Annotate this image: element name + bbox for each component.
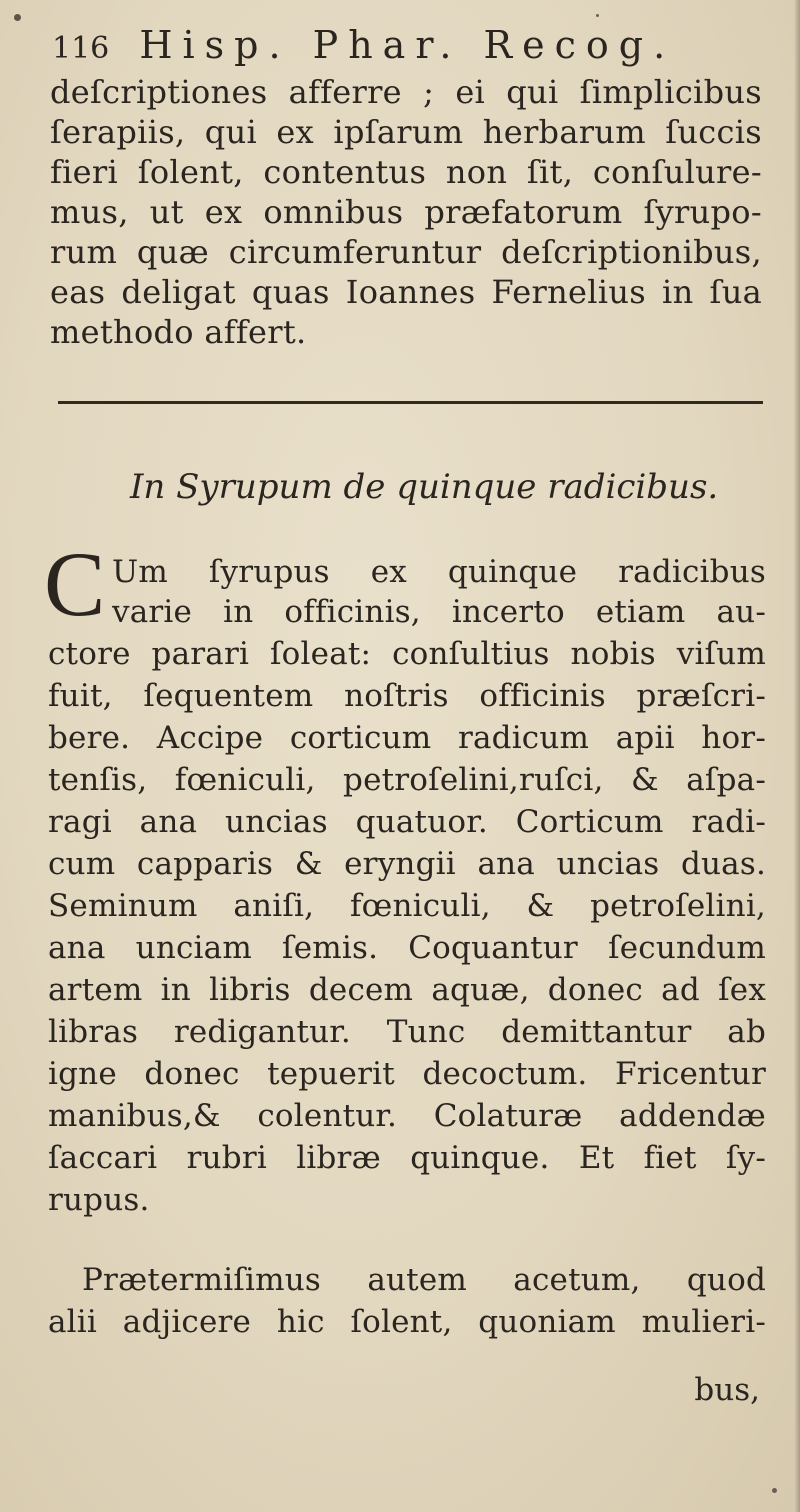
body-line: varie in officinis, incerto etiam au- <box>112 594 766 630</box>
section-rule <box>58 401 763 404</box>
body-line: ragi ana uncias quatuor. Corticum radi- <box>48 804 766 840</box>
body-line: Um ſyrupus ex quinque radicibus <box>112 554 766 590</box>
text-line: deſcriptiones afferre ; ei qui ſimplicibus <box>50 73 762 111</box>
body-line: tenſis, fœniculi, petroſelini,ruſci, & aſpa- <box>48 762 766 798</box>
ink-dot <box>14 14 21 21</box>
text-line: rum quæ circumferuntur deſcriptionibus, <box>50 233 762 271</box>
running-title: Hisp. Phar. Recog. <box>139 23 676 67</box>
ink-speck <box>772 1488 777 1493</box>
text-line: mus, ut ex omnibus præfatorum ſyrupo- <box>50 193 762 231</box>
body-line: igne donec tepuerit decoctum. Fricentur <box>48 1056 766 1092</box>
body-line: libras redigantur. Tunc demittantur ab <box>48 1014 766 1050</box>
text-line: ſerapiis, qui ex ipſarum herbarum ſuccis <box>50 113 762 151</box>
body-line: alii adjicere hic ſolent, quoniam mulieri- <box>48 1304 766 1340</box>
text-line: methodo affert. <box>50 313 307 351</box>
body-line: rupus. <box>48 1182 150 1218</box>
body-line: cum capparis & eryngii ana uncias duas. <box>48 846 766 882</box>
ink-speck <box>596 14 599 17</box>
text-line: fieri ſolent, contentus non ſit, conſulure- <box>50 153 762 191</box>
drop-cap: C <box>44 533 106 635</box>
page-number: 116 <box>52 31 110 66</box>
body-line: bere. Accipe corticum radicum apii hor- <box>48 720 766 756</box>
body-line: artem in libris decem aquæ, donec ad ſex <box>48 972 766 1008</box>
body-line: Seminum aniſi, fœniculi, & petroſelini, <box>48 888 766 924</box>
body-line: manibus,& colentur. Colaturæ addendæ <box>48 1098 766 1134</box>
body-line: ana unciam ſemis. Coquantur ſecundum <box>48 930 766 966</box>
section-heading: In Syrupum de quinque radicibus. <box>130 467 719 507</box>
body-line: Prætermiſimus autem acetum, quod <box>82 1262 766 1298</box>
body-line: fuit, ſequentem noſtris officinis præſcri- <box>48 678 766 714</box>
page-header <box>52 20 752 70</box>
page-edge-shadow <box>794 0 800 1512</box>
text-line: eas deligat quas Ioannes Fernelius in ſua <box>50 273 762 311</box>
body-line: ctore parari ſoleat: conſultius nobis viſum <box>48 636 766 672</box>
body-line: ſaccari rubri libræ quinque. Et fiet ſy- <box>48 1140 766 1176</box>
catchword: bus, <box>694 1372 760 1408</box>
